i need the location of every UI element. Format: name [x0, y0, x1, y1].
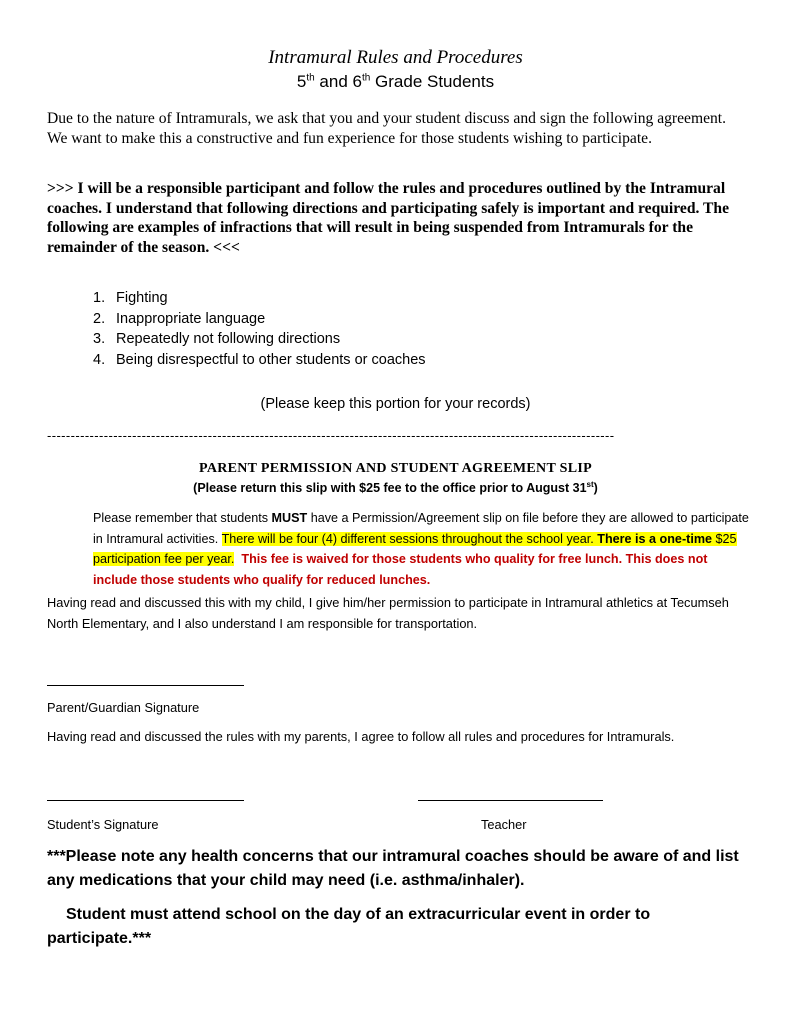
subtitle-sup-2: th — [361, 72, 371, 84]
slip-subtitle-end: ) — [593, 481, 598, 496]
list-item — [93, 350, 426, 371]
subtitle-grade-5: 5 — [296, 72, 307, 91]
slip-requirements-paragraph — [93, 508, 753, 590]
attendance-note: Student must attend school on the day of an extracurricular event in order to participate.*** — [47, 906, 651, 947]
student-signature-line[interactable] — [47, 800, 244, 801]
cut-line-divider: ------------------------------------------------------------------------------------------------------------------------ — [47, 428, 615, 443]
list-item — [93, 329, 426, 350]
teacher-label: Teacher — [481, 817, 527, 832]
parent-signature-line[interactable] — [47, 685, 244, 686]
teacher-signature-line[interactable] — [418, 800, 603, 801]
list-number: 3. — [93, 331, 106, 347]
keep-records-note: (Please keep this portion for your records) — [260, 396, 531, 412]
pledge-paragraph: >>> I will be a responsible participant and follow the rules and procedures outlined by the Intramural coaches. I understand that following directions and participating safely is important and required. The following are examples of infractions that will result in being suspended from Intramurals for the remainder of the season. <<< — [47, 180, 730, 256]
remember-text-1: Please remember that students — [93, 511, 272, 525]
list-number: 4. — [93, 351, 106, 368]
slip-subtitle — [0, 480, 791, 495]
subtitle-sup-1: th — [306, 72, 315, 84]
list-text: Being disrespectful to other students or coaches — [116, 351, 426, 368]
infractions-list — [93, 288, 426, 370]
highlight-fee: $25 participation fee per year. — [93, 531, 737, 566]
subtitle-grade-6: and 6 — [314, 72, 362, 91]
student-agreement-paragraph: Having read and discussed the rules with my parents, I agree to follow all rules and procedures for Intramurals. — [47, 729, 675, 744]
remember-must: MUST — [271, 511, 308, 525]
health-concerns-note: ***Please note any health concerns that our intramural coaches should be aware of and list any medications that your child may need (i.e. asthma/inhaler). — [47, 848, 739, 889]
page-subtitle — [0, 72, 791, 92]
parent-signature-label: Parent/Guardian Signature — [47, 700, 200, 715]
highlight-sessions: There will be four (4) different sessions throughout the school year. — [221, 531, 594, 546]
list-text: Inappropriate language — [116, 310, 266, 327]
slip-subtitle-sup: st — [586, 480, 594, 489]
student-signature-label: Student’s Signature — [47, 817, 159, 832]
highlight-fee-bold: There is a one-time — [597, 531, 713, 546]
intro-paragraph: Due to the nature of Intramurals, we ask that you and your student discuss and sign the following agreement. We want to make this a constructive and fun experience for those students wishing to participate. — [47, 110, 727, 147]
list-item — [93, 309, 426, 330]
list-item — [93, 288, 426, 309]
list-number: 1. — [93, 290, 106, 306]
list-text: Fighting — [116, 290, 168, 306]
list-text: Repeatedly not following directions — [116, 331, 341, 347]
page-title: Intramural Rules and Procedures — [268, 47, 523, 68]
remember-text-2: have a Permission/Agreement slip on file before they are allowed to participate in Intramural activities. — [93, 511, 749, 546]
subtitle-students: Grade Students — [370, 72, 495, 91]
parent-consent-paragraph: Having read and discussed this with my child, I give him/her permission to participate in Intramural athletics at Tecumseh North Elementary, and I also understand I am responsible for transportation. — [47, 595, 729, 631]
slip-title: PARENT PERMISSION AND STUDENT AGREEMENT SLIP — [199, 461, 592, 476]
list-number: 2. — [93, 310, 106, 327]
fee-waiver-note: This fee is waived for those students who quality for free lunch. This does not include those students who qualify for reduced lunches. — [93, 552, 708, 587]
slip-subtitle-text: (Please return this slip with $25 fee to the office prior to August 31 — [193, 481, 587, 496]
